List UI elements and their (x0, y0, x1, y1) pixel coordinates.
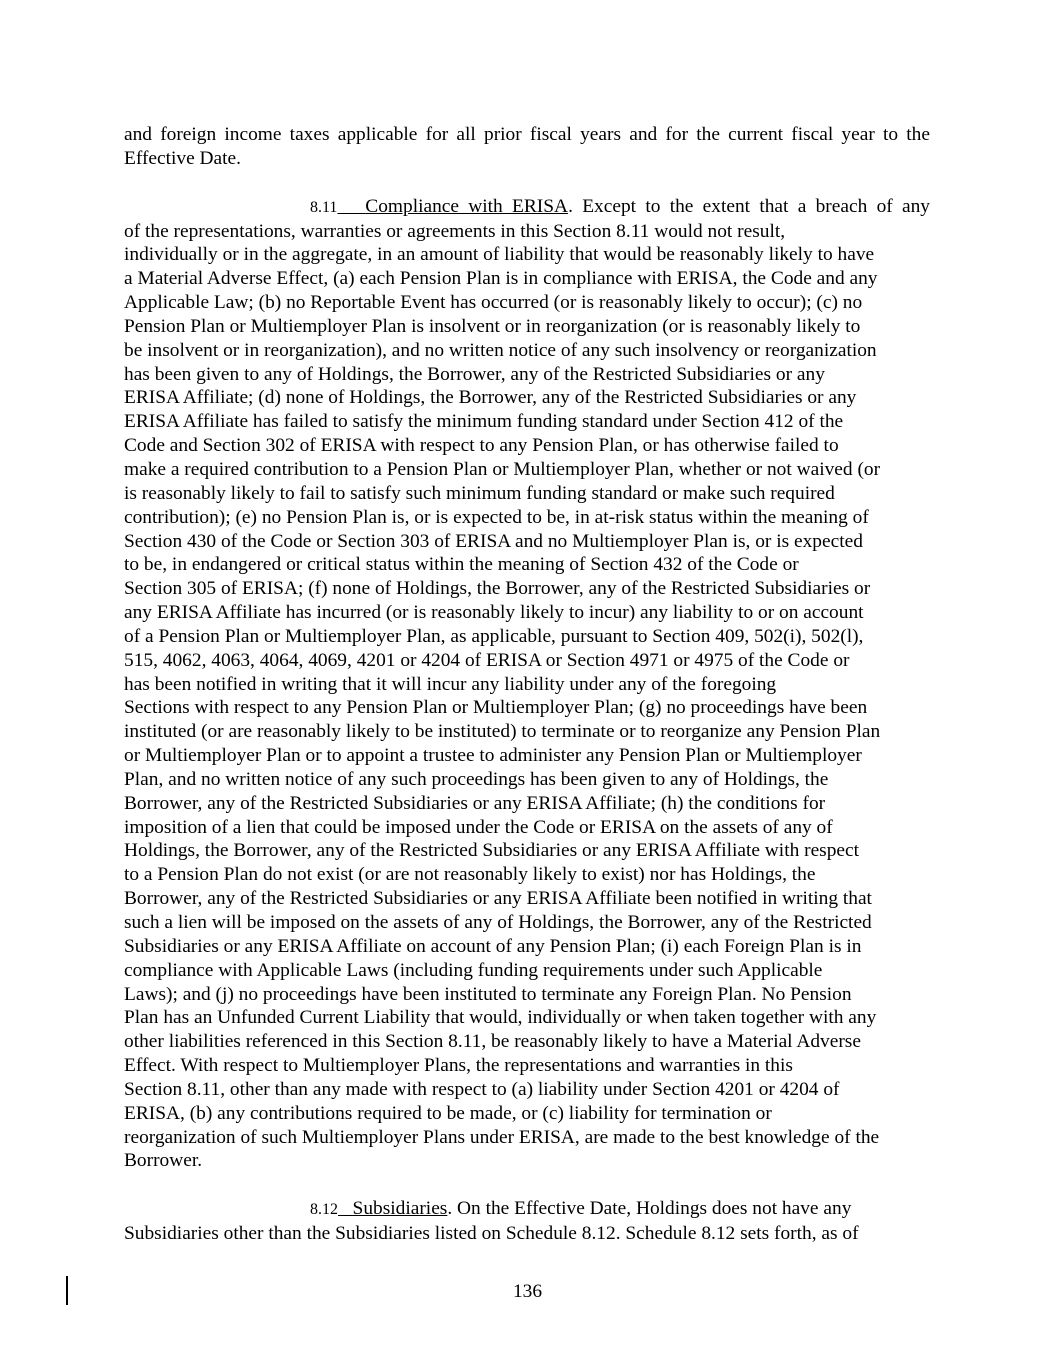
paragraph-line: Effect. With respect to Multiemployer Plans, the representations and warranties in this (124, 1055, 793, 1077)
paragraph-line: Applicable Law; (b) no Reportable Event has occurred (or is reasonably likely to occur); (c) no (124, 292, 863, 314)
paragraph-line: Plan, and no written notice of any such proceedings has been given to any of Holdings, the (124, 768, 829, 790)
section-heading-line (124, 1197, 930, 1222)
paragraph-line: Subsidiaries or any ERISA Affiliate on account of any Pension Plan; (i) each Foreign Plan is in (124, 935, 862, 957)
section-heading-line (124, 195, 930, 220)
paragraph-line: Code and Section 302 of ERISA with respect to any Pension Plan, or has otherwise failed to (124, 435, 839, 457)
paragraph-line: Borrower, any of the Restricted Subsidiaries or any ERISA Affiliate; (h) the conditions for (124, 792, 826, 814)
paragraph-line: has been given to any of Holdings, the Borrower, any of the Restricted Subsidiaries or any (124, 363, 825, 385)
paragraph-line: ERISA, (b) any contributions required to be made, or (c) liability for termination or (124, 1102, 772, 1124)
paragraph-line: make a required contribution to a Pension Plan or Multiemployer Plan, whether or not waived (or (124, 458, 881, 480)
paragraph-line: of a Pension Plan or Multiemployer Plan, as applicable, pursuant to Section 409, 502(i), 502(l), (124, 625, 864, 647)
paragraph-gap (124, 171, 930, 195)
paragraph-line: contribution); (e) no Pension Plan is, or is expected to be, in at-risk status within the meaning of (124, 506, 869, 528)
section-8-12 (124, 1197, 930, 1246)
section-title: Subsidiaries (352, 1198, 448, 1220)
paragraph-line: Borrower. (124, 1150, 203, 1172)
paragraph-line: Section 430 of the Code or Section 303 of ERISA and no Multiemployer Plan is, or is expected (124, 530, 863, 552)
section-number: 8.11 (310, 198, 338, 216)
paragraph-line: Subsidiaries other than the Subsidiaries listed on Schedule 8.12. Schedule 8.12 sets forth, as of (124, 1223, 859, 1245)
paragraph-line: is reasonably likely to fail to satisfy such minimum funding standard or make such required (124, 482, 835, 504)
paragraph-line: Section 305 of ERISA; (f) none of Holdings, the Borrower, any of the Restricted Subsidiaries or (124, 578, 871, 600)
section-title: Compliance with ERISA (365, 195, 569, 217)
paragraph-line: instituted (or are reasonably likely to be instituted) to terminate or to reorganize any Pension Plan (124, 721, 881, 743)
paragraph-line: such a lien will be imposed on the assets of any of Holdings, the Borrower, any of the Restricted (124, 912, 872, 933)
paragraph-line: Pension Plan or Multiemployer Plan is insolvent or in reorganization (or is reasonably likely to (124, 315, 861, 337)
section-body (124, 1222, 930, 1246)
paragraph-line: Holdings, the Borrower, any of the Restricted Subsidiaries or any ERISA Affiliate with respect (124, 840, 860, 862)
section-number-gap (338, 1198, 353, 1219)
intro-line: Effective Date. (124, 147, 241, 169)
section-body (124, 220, 930, 1174)
paragraph-line: any ERISA Affiliate has incurred (or is reasonably likely to incur) any liability to or on account (124, 602, 864, 624)
paragraph-line: imposition of a lien that could be imposed under the Code or ERISA on the assets of any of (124, 816, 833, 838)
paragraph-line: Plan has an Unfunded Current Liability that would, individually or when taken together with any (124, 1007, 877, 1029)
paragraph-line: has been notified in writing that it will incur any liability under any of the foregoing (124, 673, 777, 695)
paragraph-line: Laws); and (j) no proceedings have been instituted to terminate any Foreign Plan. No Pension (124, 983, 852, 1005)
paragraph-line: ERISA Affiliate; (d) none of Holdings, the Borrower, any of the Restricted Subsidiaries or any (124, 387, 857, 409)
paragraph-line: to a Pension Plan do not exist (or are not reasonably likely to exist) nor has Holdings, the (124, 864, 816, 886)
paragraph-line: 515, 4062, 4063, 4064, 4069, 4201 or 4204 of ERISA or Section 4971 or 4975 of the Code or (124, 649, 850, 671)
paragraph-line: to be, in endangered or critical status within the meaning of Section 432 of the Code or (124, 554, 799, 576)
paragraph-line: reorganization of such Multiemployer Plans under ERISA, are made to the best knowledge of the (124, 1126, 880, 1148)
section-number-gap (337, 196, 365, 217)
paragraph-line: Section 8.11, other than any made with respect to (a) liability under Section 4201 or 4204 of (124, 1078, 840, 1100)
document-body (124, 123, 930, 1246)
paragraph-line: be insolvent or in reorganization), and no written notice of any such insolvency or reorganization (124, 339, 877, 361)
paragraph-line: other liabilities referenced in this Section 8.11, be reasonably likely to have a Material Adverse (124, 1031, 861, 1053)
paragraph-line: of the representations, warranties or agreements in this Section 8.11 would not result, (124, 220, 786, 242)
paragraph-line: Borrower, any of the Restricted Subsidiaries or any ERISA Affiliate been notified in writing that (124, 888, 872, 910)
paragraph-line: Sections with respect to any Pension Plan or Multiemployer Plan; (g) no proceedings have been (124, 697, 868, 719)
intro-paragraph (124, 123, 930, 171)
intro-line: and foreign income taxes applicable for all prior fiscal years and for the current fiscal year to the (124, 124, 930, 145)
paragraph-line: a Material Adverse Effect, (a) each Pension Plan is in compliance with ERISA, the Code and any (124, 268, 878, 290)
section-number: 8.12 (310, 1201, 338, 1219)
section-heading-text: . On the Effective Date, Holdings does not have any (447, 1198, 852, 1220)
page-number: 136 (512, 1281, 543, 1302)
paragraph-line: individually or in the aggregate, in an amount of liability that would be reasonably likely to have (124, 244, 875, 266)
paragraph-line: or Multiemployer Plan or to appoint a trustee to administer any Pension Plan or Multiemployer (124, 745, 862, 767)
paragraph-line: compliance with Applicable Laws (including funding requirements under such Applicable (124, 959, 823, 981)
paragraph-gap (124, 1173, 930, 1197)
section-heading-text: . Except to the extent that a breach of any (568, 195, 931, 217)
section-8-11 (124, 195, 930, 1174)
paragraph-line: ERISA Affiliate has failed to satisfy the minimum funding standard under Section 412 of the (124, 411, 844, 433)
